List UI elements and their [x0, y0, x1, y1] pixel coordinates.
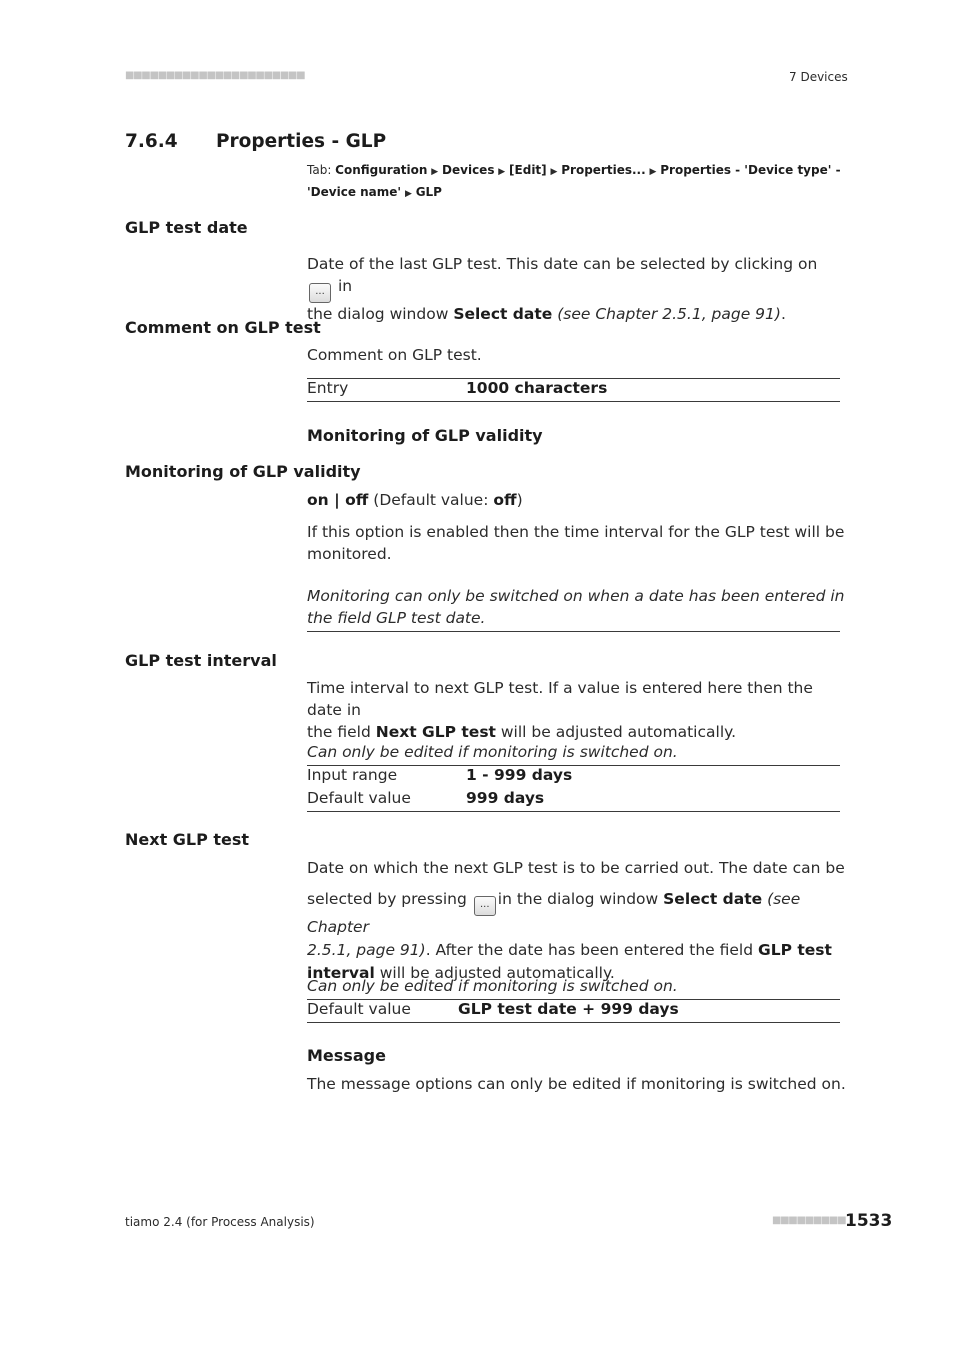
comment-label: Comment on GLP test [125, 318, 321, 337]
breadcrumb-arrow-icon: ▶ [649, 167, 657, 177]
breadcrumb-item: GLP [415, 185, 442, 199]
ellipsis-button-icon: ... [309, 283, 331, 303]
monitoring-description: If this option is enabled then the time interval for the GLP test will be monitored. [307, 523, 845, 563]
page-number: 1533 [845, 1211, 893, 1231]
interval-note: Can only be edited if monitoring is switched on. [307, 743, 678, 761]
table-rule [307, 1022, 840, 1023]
interval-label: GLP test interval [125, 651, 277, 670]
breadcrumb-prefix: Tab: [307, 163, 336, 177]
monitoring-options: on | off (Default value: off) [307, 491, 523, 509]
table-row: Input range 1 - 999 days [307, 766, 573, 784]
table-rule [307, 811, 840, 812]
next-glp-test-note: Can only be edited if monitoring is switched on. [307, 977, 678, 995]
glp-test-date-description: Date of the last GLP test. This date can be selected by clicking on ... in the dialog window Select date (see Chapter 2.5.1, page 91). [307, 255, 818, 323]
header-chapter: 7 Devices [789, 70, 848, 84]
breadcrumb-item: Properties - 'Device type' - [660, 163, 841, 177]
interval-description: Time interval to next GLP test. If a value is entered here then the date in the field Next GLP test will be adjusted automatically. [307, 679, 813, 741]
next-glp-test-description: Date on which the next GLP test is to be carried out. The date can be selected by pressing ... in the dialog window Select date (see Chapter 2.5.1, page 91). After the date has been entered the field GLP test interval will be adjusted automatically. [307, 859, 845, 982]
footer-product: tiamo 2.4 (for Process Analysis) [125, 1215, 315, 1229]
footer-decoration: ■■■■■■■■■ [772, 1215, 846, 1226]
breadcrumb-arrow-icon: ▶ [550, 167, 558, 177]
note-rule [307, 631, 840, 632]
message-description: The message options can only be edited if monitoring is switched on. [307, 1075, 846, 1093]
table-row: Default value GLP test date + 999 days [307, 1000, 679, 1018]
breadcrumb-item: Devices [442, 163, 495, 177]
section-title: Properties - GLP [216, 131, 387, 152]
table-row: Default value 999 days [307, 789, 545, 807]
breadcrumb-arrow-icon: ▶ [404, 189, 412, 199]
breadcrumb-arrow-icon: ▶ [431, 167, 439, 177]
table-rule [307, 401, 840, 402]
breadcrumb-arrow-icon: ▶ [498, 167, 506, 177]
next-glp-test-label: Next GLP test [125, 830, 250, 849]
message-heading: Message [307, 1046, 386, 1065]
glp-test-date-label: GLP test date [125, 218, 248, 237]
breadcrumb-item: 'Device name' [307, 185, 402, 199]
comment-description: Comment on GLP test. [307, 346, 482, 364]
monitoring-heading: Monitoring of GLP validity [307, 426, 543, 445]
header-decoration: ■■■■■■■■■■■■■■■■■■■■■■ [125, 70, 305, 81]
breadcrumb [307, 160, 852, 204]
breadcrumb-item: [Edit] [509, 163, 547, 177]
section-number: 7.6.4 [125, 131, 178, 152]
breadcrumb-item: Configuration [335, 163, 428, 177]
monitoring-note: Monitoring can only be switched on when a date has been entered in the field GLP test date. [307, 587, 845, 627]
breadcrumb-item: Properties... [561, 163, 646, 177]
table-row: Entry 1000 characters [307, 379, 608, 397]
ellipsis-button-icon: ... [474, 896, 496, 916]
monitoring-label: Monitoring of GLP validity [125, 462, 361, 481]
